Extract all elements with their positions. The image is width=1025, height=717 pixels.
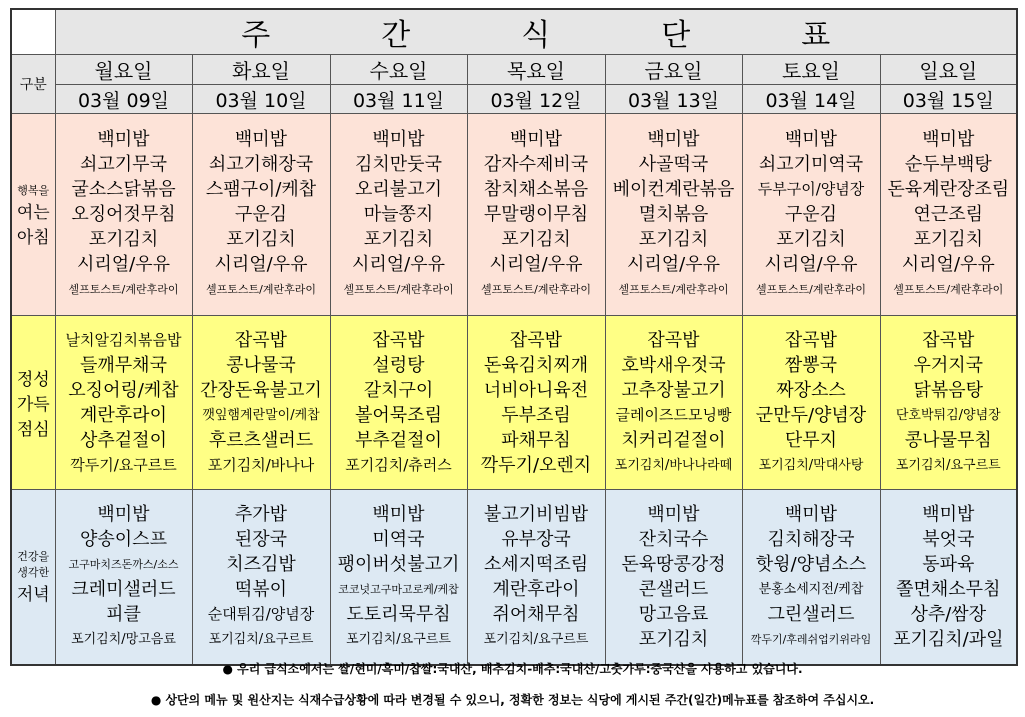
menu-item: 후르츠샐러드 xyxy=(208,429,314,451)
day-name: 목요일 xyxy=(467,55,605,85)
day-date: 03월 11일 xyxy=(330,85,467,114)
menu-item: 짜장소스 xyxy=(776,379,846,401)
change-note: ● 상단의 메뉴 및 원산지는 식재수급상황에 따라 변경될 수 있으니, 정확한 정보는 식당에 게시된 주간(일간)메뉴표를 참조하여 주십시오. xyxy=(150,693,875,707)
menu-item: 포기김치 xyxy=(363,229,434,250)
menu-item: 볼어묵조림 xyxy=(355,404,442,426)
gubun-label: 구분 xyxy=(11,55,55,114)
dinner-label: 건강을 xyxy=(17,550,50,564)
lunch-cell xyxy=(55,316,192,490)
menu-item: 백미밥 xyxy=(97,129,150,150)
menu-item: 김치만둣국 xyxy=(355,154,442,175)
breakfast-label-cell xyxy=(11,114,55,316)
menu-item: 깻잎햄계란말이/케찹 xyxy=(202,407,320,423)
menu-item: 너비아니육전 xyxy=(483,379,589,401)
menu-item: 미역국 xyxy=(372,528,425,550)
menu-item: 크레미샐러드 xyxy=(71,578,176,600)
dinner-cell xyxy=(605,490,742,665)
day-date: 03월 14일 xyxy=(742,85,880,114)
menu-item: 망고음료 xyxy=(638,603,709,625)
dinner-cell xyxy=(742,490,880,665)
menu-item: 군만두/양념장 xyxy=(755,404,867,426)
menu-item: 상추겉절이 xyxy=(80,429,167,451)
menu-item: 셀프토스트/계란후라이 xyxy=(68,283,179,296)
menu-item: 백미밥 xyxy=(509,129,563,150)
menu-item: 된장국 xyxy=(234,528,288,550)
day-date: 03월 09일 xyxy=(55,85,192,114)
menu-item: 깍두기/오렌지 xyxy=(480,454,592,476)
menu-item: 잡곡밥 xyxy=(509,329,563,351)
menu-item: 닭볶음탕 xyxy=(913,379,984,401)
menu-item: 치즈김밥 xyxy=(226,553,296,575)
menu-item: 쇠고기무국 xyxy=(80,154,167,175)
menu-item: 그린샐러드 xyxy=(767,603,855,625)
menu-item: 들깨무채국 xyxy=(80,354,167,376)
dinner-cell xyxy=(330,490,467,665)
menu-item: 갈치구이 xyxy=(363,379,434,401)
lunch-cell xyxy=(605,316,742,490)
menu-item: 셀프토스트/계란후라이 xyxy=(206,283,316,296)
menu-item: 시리얼/우유 xyxy=(764,254,858,275)
menu-item: 백미밥 xyxy=(784,129,838,150)
menu-item: 백미밥 xyxy=(647,129,700,150)
menu-item: 포기김치 xyxy=(776,229,846,250)
menu-item: 시리얼/우유 xyxy=(489,254,583,275)
menu-item: 잡곡밥 xyxy=(784,329,838,351)
breakfast-cell xyxy=(467,114,605,316)
menu-item: 시리얼/우유 xyxy=(214,254,308,275)
menu-item: 단호박튀김/양념장 xyxy=(895,407,1001,423)
breakfast-label: 행복을 xyxy=(17,183,50,197)
menu-item: 불고기비빔밥 xyxy=(483,503,589,525)
menu-item: 콩나물무침 xyxy=(904,429,992,451)
menu-item: 김치해장국 xyxy=(767,528,855,550)
menu-item: 계란후라이 xyxy=(80,404,167,426)
menu-item: 시리얼/우유 xyxy=(901,254,995,275)
menu-item: 코코넛고구마고로케/케찹 xyxy=(338,582,459,596)
menu-item: 백미밥 xyxy=(784,503,838,525)
menu-item: 포기김치/요구르트 xyxy=(208,631,314,647)
menu-item: 셀프토스트/계란후라이 xyxy=(618,283,729,296)
menu-item: 팽이버섯불고기 xyxy=(337,553,460,575)
menu-item: 치커리겉절이 xyxy=(621,429,726,451)
menu-item: 연근조림 xyxy=(913,204,984,225)
breakfast-cell xyxy=(880,114,1017,316)
dinner-cell xyxy=(55,490,192,665)
menu-item: 백미밥 xyxy=(922,129,975,150)
menu-item: 포기김치/망고음료 xyxy=(71,631,176,647)
menu-item: 감자수제비국 xyxy=(483,154,589,175)
lunch-cell xyxy=(880,316,1017,490)
menu-item: 사골떡국 xyxy=(638,154,709,175)
menu-item: 간장돈육불고기 xyxy=(200,379,322,401)
menu-item: 소세지떡조림 xyxy=(483,553,589,575)
menu-item: 포기김치/츄러스 xyxy=(345,455,452,474)
day-name: 일요일 xyxy=(880,55,1017,85)
menu-item: 돈육땅콩강정 xyxy=(621,553,726,575)
lunch-label-cell xyxy=(11,316,55,490)
menu-item: 포기김치 xyxy=(638,628,709,650)
menu-item: 굴소스닭볶음 xyxy=(71,179,176,200)
menu-item: 잡곡밥 xyxy=(922,329,975,351)
menu-item: 구운김 xyxy=(234,204,288,225)
menu-item: 유부장국 xyxy=(501,528,571,550)
day-name: 화요일 xyxy=(192,55,330,85)
corner-cell xyxy=(11,9,55,55)
breakfast-label: 여는 xyxy=(16,202,50,223)
menu-item: 백미밥 xyxy=(372,503,425,525)
dinner-label: 저녁 xyxy=(16,585,50,606)
dinner-label-cell xyxy=(11,490,55,665)
weekly-menu-table xyxy=(10,8,1018,666)
menu-item: 셀프토스트/계란후라이 xyxy=(756,283,866,296)
menu-item: 동파육 xyxy=(922,553,975,575)
menu-item: 오징어젓무침 xyxy=(71,204,176,225)
menu-item: 돈육계란장조림 xyxy=(887,179,1010,200)
breakfast-cell xyxy=(605,114,742,316)
menu-item: 날치알김치볶음밥 xyxy=(65,330,182,349)
menu-item: 포기김치/요구르트 xyxy=(483,631,589,647)
day-date: 03월 15일 xyxy=(880,85,1017,114)
menu-item: 돈육김치찌개 xyxy=(483,354,589,376)
lunch-cell xyxy=(467,316,605,490)
menu-item: 시리얼/우유 xyxy=(76,254,170,275)
day-name: 월요일 xyxy=(55,55,192,85)
menu-item: 참치채소볶음 xyxy=(483,179,589,200)
menu-item: 핫윙/양념소스 xyxy=(755,553,867,575)
day-name: 금요일 xyxy=(605,55,742,85)
menu-item: 깍두기/후레쉬업키위라임 xyxy=(750,632,872,646)
menu-item: 잡곡밥 xyxy=(647,329,700,351)
title-char: 표 xyxy=(801,18,831,53)
menu-item: 포기김치/바나나 xyxy=(207,455,315,474)
menu-item: 양송이스프 xyxy=(80,528,167,550)
dinner-cell xyxy=(467,490,605,665)
menu-item: 글레이즈드모닝빵 xyxy=(615,405,732,424)
menu-item: 쇠고기미역국 xyxy=(758,154,864,175)
title-char: 식 xyxy=(521,18,551,53)
menu-item: 구운김 xyxy=(784,204,838,225)
menu-item: 포기김치/막대사탕 xyxy=(758,457,864,473)
menu-item: 쥐어채무침 xyxy=(492,603,580,625)
dinner-label: 생각한 xyxy=(17,566,50,580)
lunch-label: 점심 xyxy=(16,420,50,440)
menu-item: 셀프토스트/계란후라이 xyxy=(893,283,1004,296)
breakfast-cell xyxy=(55,114,192,316)
menu-item: 콘샐러드 xyxy=(638,578,709,600)
menu-item: 두부조림 xyxy=(501,404,571,426)
menu-item: 피클 xyxy=(106,603,141,625)
menu-item: 떡볶이 xyxy=(234,578,288,600)
menu-item: 북엇국 xyxy=(922,528,975,550)
menu-item: 상추/쌈장 xyxy=(910,603,987,625)
dinner-cell xyxy=(192,490,330,665)
origin-note: ● 우리 급식소에서는 쌀/현미/흑미/찹쌀:국내산, 배추김치-배추:국내산/고춧가루:중국산을 사용하고 있습니다. xyxy=(222,662,803,676)
breakfast-label: 아침 xyxy=(16,227,50,248)
day-name: 토요일 xyxy=(742,55,880,85)
menu-item: 고추장불고기 xyxy=(621,379,726,401)
day-name: 수요일 xyxy=(330,55,467,85)
menu-item: 호박새우젓국 xyxy=(621,354,726,376)
menu-item: 짬뽕국 xyxy=(784,354,838,376)
menu-item: 파채무침 xyxy=(501,429,571,451)
menu-item: 쇠고기해장국 xyxy=(208,154,314,175)
menu-item: 셀프토스트/계란후라이 xyxy=(481,283,591,296)
menu-item: 백미밥 xyxy=(234,129,288,150)
menu-item: 포기김치/요구르트 xyxy=(346,631,451,647)
menu-item: 추가밥 xyxy=(234,503,288,525)
menu-item: 설렁탕 xyxy=(372,354,425,376)
menu-item: 순대튀김/양념장 xyxy=(207,604,315,623)
menu-item: 백미밥 xyxy=(97,503,150,525)
lunch-label: 정성 xyxy=(16,370,50,390)
menu-item: 도토리묵무침 xyxy=(346,603,451,625)
lunch-cell xyxy=(742,316,880,490)
menu-item: 베이컨계란볶음 xyxy=(612,179,735,200)
day-date: 03월 10일 xyxy=(192,85,330,114)
lunch-label: 가득 xyxy=(16,395,50,415)
menu-item: 포기김치 xyxy=(501,229,571,250)
menu-item: 단무지 xyxy=(784,429,838,451)
title-char: 주 xyxy=(241,18,271,53)
menu-item: 오징어링/케찹 xyxy=(68,379,179,401)
menu-item: 분홍소세지전/케찹 xyxy=(758,581,864,597)
menu-item: 고구마치즈돈까스/소스 xyxy=(68,557,179,571)
menu-item: 포기김치 xyxy=(913,229,984,250)
page-title xyxy=(55,9,1017,55)
menu-item: 잡곡밥 xyxy=(372,329,425,351)
menu-item: 포기김치 xyxy=(226,229,296,250)
menu-item: 깍두기/요구르트 xyxy=(70,455,177,474)
menu-item: 백미밥 xyxy=(922,503,975,525)
breakfast-cell xyxy=(330,114,467,316)
menu-item: 백미밥 xyxy=(647,503,700,525)
menu-item: 부추겉절이 xyxy=(355,429,442,451)
menu-item: 포기김치/요구르트 xyxy=(895,457,1001,473)
menu-item: 시리얼/우유 xyxy=(351,254,445,275)
menu-item: 우거지국 xyxy=(913,354,984,376)
menu-item: 순두부백탕 xyxy=(904,154,992,175)
menu-item: 쫄면채소무침 xyxy=(896,578,1001,600)
dinner-cell xyxy=(880,490,1017,665)
menu-item: 포기김치/과일 xyxy=(893,628,1004,650)
lunch-cell xyxy=(330,316,467,490)
day-date: 03월 12일 xyxy=(467,85,605,114)
title-char: 단 xyxy=(661,18,691,53)
menu-item: 스팸구이/케찹 xyxy=(205,179,317,200)
menu-item: 두부구이/양념장 xyxy=(757,180,865,198)
menu-item: 시리얼/우유 xyxy=(626,254,720,275)
menu-item: 잔치국수 xyxy=(638,528,709,550)
lunch-cell xyxy=(192,316,330,490)
menu-item: 오리불고기 xyxy=(355,179,442,200)
menu-item: 포기김치/바나나라떼 xyxy=(614,457,733,473)
day-date: 03월 13일 xyxy=(605,85,742,114)
menu-item: 포기김치 xyxy=(638,229,709,250)
menu-item: 멸치볶음 xyxy=(638,204,709,225)
title-char: 간 xyxy=(381,18,411,53)
menu-item: 무말랭이무침 xyxy=(483,204,589,225)
menu-item: 잡곡밥 xyxy=(234,329,288,351)
menu-item: 마늘쫑지 xyxy=(363,204,434,225)
breakfast-cell xyxy=(742,114,880,316)
menu-item: 포기김치 xyxy=(88,229,159,250)
menu-item: 백미밥 xyxy=(372,129,425,150)
menu-item: 셀프토스트/계란후라이 xyxy=(343,283,454,296)
breakfast-cell xyxy=(192,114,330,316)
menu-item: 콩나물국 xyxy=(226,354,296,376)
menu-item: 계란후라이 xyxy=(492,578,580,600)
